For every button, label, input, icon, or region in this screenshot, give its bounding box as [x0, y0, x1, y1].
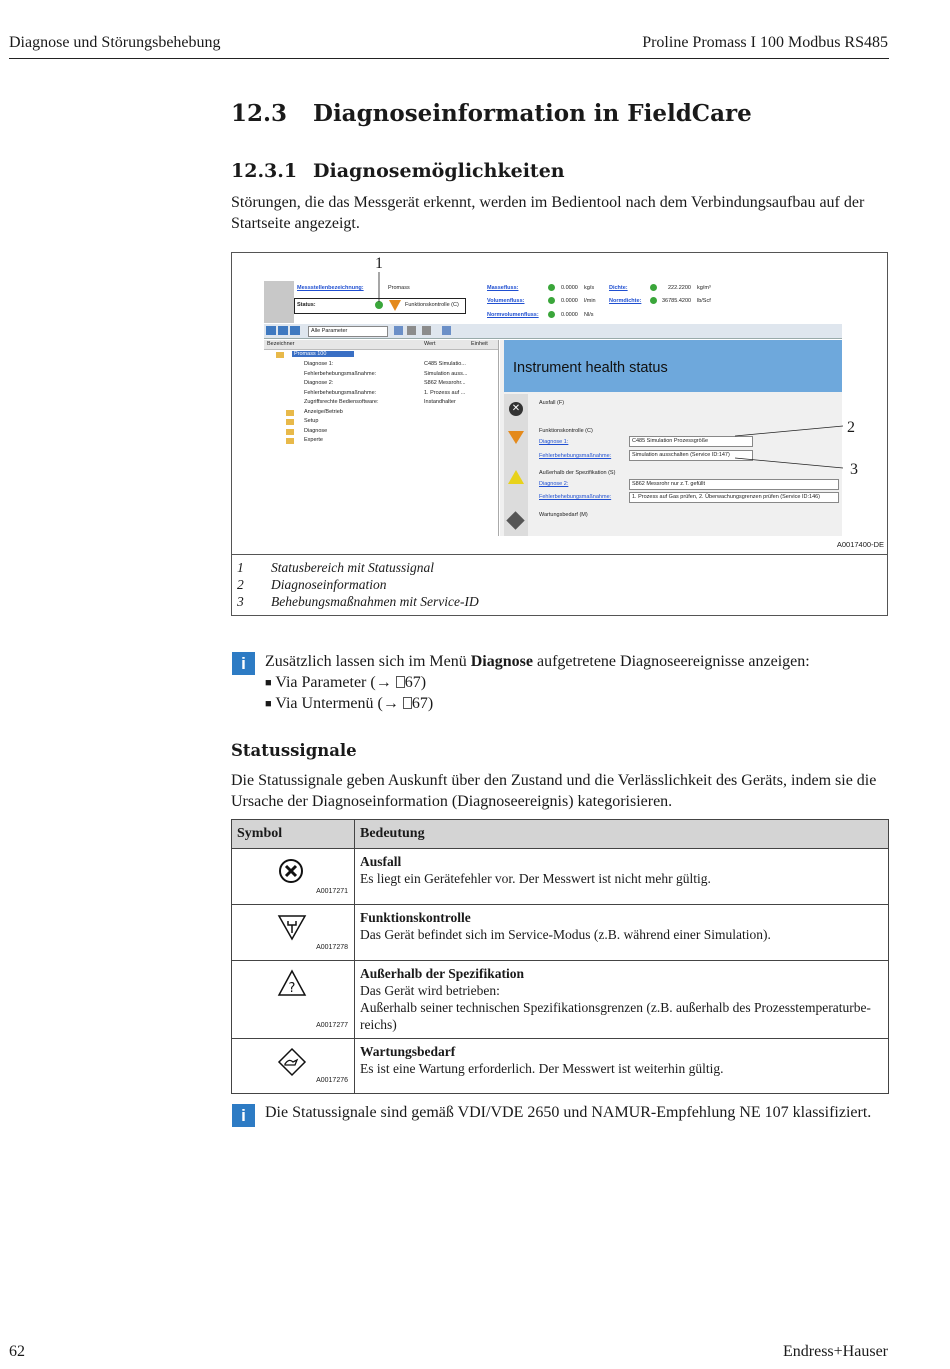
- tree-row-value: 1. Prozess auf ...: [424, 389, 466, 396]
- diag2-label[interactable]: Diagnose 2:: [539, 481, 569, 487]
- tree-row-name[interactable]: Zugriffsrechte Bediensoftware:: [304, 399, 379, 405]
- status-value: Funktionskontrolle (C): [405, 302, 459, 308]
- page-icon: [403, 697, 412, 709]
- image-id: A0017278: [316, 944, 348, 951]
- table-header-row: [232, 820, 889, 849]
- running-header-right: Proline Promass I 100 Modbus RS485: [642, 34, 888, 51]
- dichte-label: Dichte:: [609, 285, 628, 291]
- bullet-icon: ■: [265, 698, 272, 710]
- volumenfluss-unit: l/min: [584, 298, 596, 304]
- legend-text: Behebungsmaßnahmen mit Service-ID: [271, 594, 479, 609]
- page-ref[interactable]: 67): [404, 674, 427, 691]
- callout-2: 2: [847, 419, 855, 436]
- signal-title: Ausfall: [360, 854, 402, 869]
- symbol-cell: [232, 961, 355, 1039]
- table-row: [232, 1039, 889, 1094]
- legend-text: Diagnoseinformation: [271, 577, 387, 592]
- volumenfluss-value: 0.0000: [561, 298, 578, 304]
- massefluss-unit: kg/s: [584, 285, 595, 291]
- out-of-spec-icon: [277, 969, 307, 1001]
- meaning-cell: [355, 849, 889, 905]
- tree-col-value: Wert: [424, 341, 436, 347]
- signal-title: Außerhalb der Spezifikation: [360, 966, 525, 981]
- tree-row-name[interactable]: Fehlerbehebungsmaßnahme:: [304, 370, 377, 377]
- normvol-value: 0.0000: [561, 312, 578, 318]
- normvol-unit: Nl/s: [584, 312, 594, 318]
- signal-title: Wartungsbedarf: [360, 1044, 456, 1059]
- table-row: [232, 961, 889, 1039]
- intro-paragraph: Störungen, die das Messgerät erkennt, werden im Bedientool nach dem Verbindungsaufbau auf der Startseite angezeigt.: [231, 194, 865, 232]
- image-id: A0017276: [316, 1077, 348, 1084]
- subsection-heading: [231, 160, 565, 182]
- status-signal-table: [231, 819, 889, 1094]
- figure-id: A0017400-DE: [836, 540, 884, 549]
- failure-icon: [277, 857, 305, 889]
- image-id: A0017271: [316, 888, 348, 895]
- page-number: 62: [9, 1343, 25, 1360]
- fb1-label[interactable]: Fehlerbehebungsmaßnahme:: [539, 453, 612, 459]
- tree-row-name[interactable]: Diagnose 2:: [304, 380, 334, 386]
- signal-title: Funktionskontrolle: [360, 910, 471, 925]
- subsection-number: 12.3.1: [231, 160, 298, 182]
- page-ref[interactable]: 67): [411, 695, 434, 712]
- health-funktion: Funktionskontrolle (C): [539, 428, 593, 434]
- note-bullet: [265, 672, 565, 694]
- health-ausfall: Ausfall (F): [539, 400, 565, 406]
- info-icon: i: [232, 1104, 255, 1127]
- health-title: Instrument health status: [513, 360, 668, 376]
- col-symbol: Symbol: [232, 820, 355, 849]
- tree-row-value: S862 Messrohr...: [424, 380, 466, 386]
- tree-row-value: C485 Simulatio...: [424, 361, 466, 367]
- meaning-text: Es ist eine Wartung erforderlich. Der Messwert ist weiterhin gültig.: [360, 1061, 724, 1076]
- tree-col-unit: Einheit: [471, 341, 488, 347]
- messstelle-label: Messstellenbezeichnung:: [297, 285, 364, 291]
- table-row: [232, 849, 889, 905]
- note-text-pre: Zusätzlich lassen sich im Menü: [265, 653, 471, 670]
- normdichte-value: 36785.4200: [662, 298, 692, 304]
- legend-number: 3: [237, 594, 244, 609]
- tree-folder[interactable]: Anzeige/Betrieb: [304, 408, 343, 415]
- callout-lines: [231, 252, 888, 554]
- note-diagnose: [265, 651, 885, 672]
- callout-3: 3: [850, 461, 858, 478]
- note-classification: Die Statussignale sind gemäß VDI/VDE 2650 und NAMUR-Empfehlung NE 107 klassifiziert.: [265, 1104, 872, 1121]
- messstelle-value: Promass: [388, 285, 410, 291]
- legend-text: Statusbereich mit Statussignal: [271, 560, 434, 575]
- footer-brand: Endress+Hauser: [783, 1343, 888, 1360]
- svg-text:?: ?: [288, 981, 296, 996]
- dichte-unit: kg/m³: [697, 285, 711, 291]
- tree-row-value: Instandhalter: [424, 399, 456, 405]
- meaning-text: Außerhalb seiner technischen Spezifikationsgrenzen (z.B. außerhalb des Prozesstemperaturbe-reichs): [360, 1000, 871, 1032]
- figure-legend-item: [237, 577, 387, 593]
- note-menu-diagnose: Diagnose: [470, 653, 533, 670]
- subsection-title: Diagnosemöglichkeiten: [313, 160, 565, 182]
- section-number: 12.3: [231, 100, 288, 127]
- symbol-cell: [232, 905, 355, 961]
- parameter-filter-select[interactable]: Alle Parameter: [308, 326, 388, 337]
- figure-legend-item: [237, 560, 434, 576]
- normdichte-unit: lb/Scf: [697, 298, 711, 304]
- meaning-text: Es liegt ein Gerätefehler vor. Der Messwert ist nicht mehr gültig.: [360, 871, 711, 886]
- figure-legend-rule: [232, 554, 888, 555]
- image-id: A0017277: [316, 1022, 348, 1029]
- massefluss-value: 0.0000: [561, 285, 578, 291]
- symbol-cell: [232, 849, 355, 905]
- info-icon: i: [232, 652, 255, 675]
- tree-folder[interactable]: Diagnose: [304, 427, 328, 434]
- section-heading: [231, 100, 752, 127]
- fb2-label[interactable]: Fehlerbehebungsmaßnahme:: [539, 494, 612, 500]
- meaning-cell: [355, 905, 889, 961]
- normvol-label: Normvolumenfluss:: [487, 312, 539, 318]
- normdichte-label: Normdichte:: [609, 298, 642, 304]
- statussignale-intro: Die Statussignale geben Auskunft über den Zustand und die Verlässlichkeit des Geräts, indem sie die Ursache der Diagnoseinformation (Diagnoseereignis) kategorisieren.: [231, 772, 877, 810]
- tree-row-value: Simulation auss...: [424, 370, 468, 377]
- meaning-cell: [355, 1039, 889, 1094]
- diag1-label[interactable]: Diagnose 1:: [539, 439, 569, 445]
- running-header-left: Diagnose und Störungsbehebung: [9, 34, 221, 51]
- tree-folder[interactable]: Experte: [304, 437, 323, 443]
- legend-number: 2: [237, 577, 244, 592]
- function-check-icon: [277, 913, 307, 945]
- fb1-value[interactable]: Simulation ausschalten (Service ID:147): [629, 450, 753, 461]
- meaning-cell: [355, 961, 889, 1039]
- header-rule: [9, 58, 889, 59]
- bullet-text: Via Parameter (→: [275, 674, 392, 691]
- meaning-text: Das Gerät befindet sich im Service-Modus (z.B. während einer Simulation).: [360, 927, 771, 942]
- bullet-icon: ■: [265, 677, 272, 689]
- diag2-value[interactable]: S862 Messrohr nur z.T. gefüllt: [629, 479, 839, 490]
- status-label: Status:: [297, 302, 316, 308]
- tree-row-name[interactable]: Fehlerbehebungsmaßnahme:: [304, 389, 377, 396]
- maintenance-icon: [277, 1047, 307, 1081]
- section-title: Diagnoseinformation in FieldCare: [313, 100, 752, 127]
- massefluss-label: Massefluss:: [487, 285, 519, 291]
- dichte-value: 222.2200: [668, 285, 691, 291]
- legend-number: 1: [237, 560, 244, 575]
- symbol-cell: [232, 1039, 355, 1094]
- tree-col-name: Bezeichner: [267, 341, 295, 347]
- note-text-post: aufgetretene Diagnoseereignisse anzeigen:: [532, 653, 810, 670]
- diag1-value[interactable]: C485 Simulation Prozessgröße: [629, 436, 753, 447]
- callout-1: 1: [375, 255, 383, 272]
- fb2-value[interactable]: 1. Prozess auf Gas prüfen, 2. Überwachungsgrenzen prüfen (Service ID:146): [629, 492, 839, 503]
- tree-row-name[interactable]: Diagnose 1:: [304, 361, 334, 367]
- statussignale-heading: Statussignale: [231, 741, 357, 760]
- figure-legend-item: [237, 594, 479, 610]
- health-wartung: Wartungsbedarf (M): [539, 512, 588, 518]
- tree-root[interactable]: Promass 100: [292, 351, 354, 357]
- note-bullet: [265, 693, 565, 715]
- health-ausserhalb: Außerhalb der Spezifikation (S): [539, 470, 616, 476]
- failure-icon: ✕: [509, 402, 523, 416]
- table-row: [232, 905, 889, 961]
- volumenfluss-label: Volumenfluss:: [487, 298, 525, 304]
- page-icon: [396, 676, 405, 688]
- meaning-text: Das Gerät wird betrieben:: [360, 983, 500, 998]
- bullet-text: Via Untermenü (→: [275, 695, 399, 712]
- col-meaning: Bedeutung: [355, 820, 889, 849]
- tree-folder[interactable]: Setup: [304, 418, 319, 424]
